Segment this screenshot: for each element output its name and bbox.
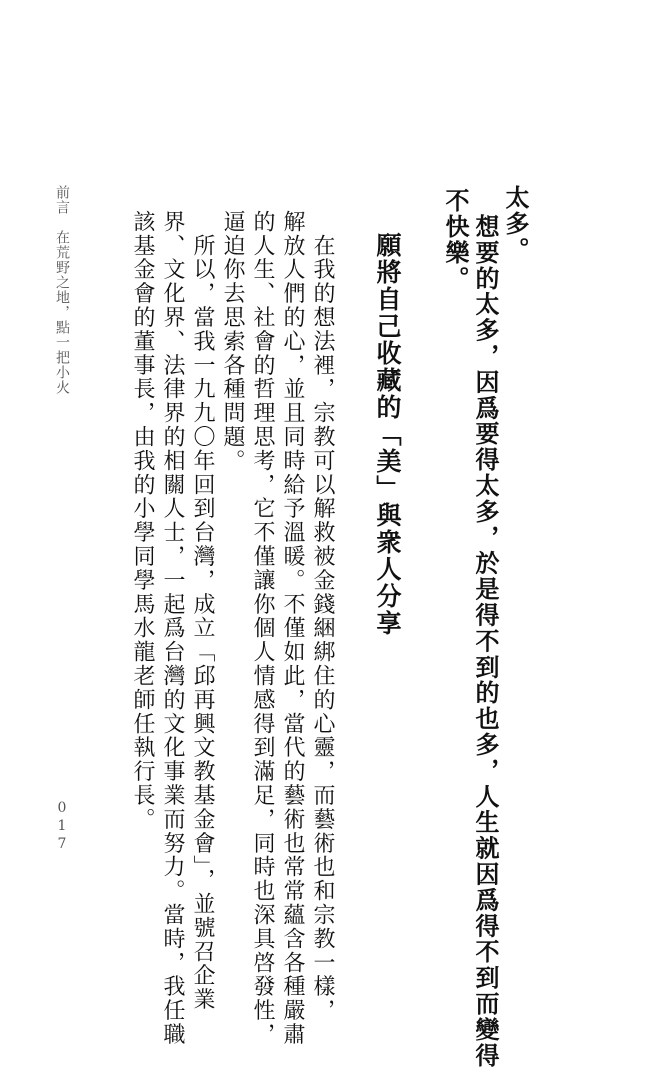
text-line-1: 太多。	[501, 185, 530, 263]
body-line-7: 該基金會的董事長，由我的小學同學馬水龍老師任執行長。	[130, 210, 155, 832]
body-line-2: 解放人們的心，並且同時給予溫暖。不僅如此，當代的藝術也常常蘊含各種嚴肅	[280, 210, 305, 1047]
running-head: 前言 在荒野之地，點一把小火	[54, 185, 70, 395]
body-line-3: 的人生、社會的哲理思考，它不僅讓你個人情感得到滿足，同時也深具啓發性，	[250, 210, 275, 1047]
body-line-6: 界、文化界、法律界的相關人士，一起爲台灣的文化事業而努力。當時，我任職	[160, 210, 185, 1047]
body-line-5: 所以，當我一九九〇年回到台灣，成立「邱再興文教基金會」，並號召企業	[190, 210, 215, 1012]
text-line-2: 想要的太多，因爲要得太多，於是得不到的也多，人生就因爲得不到而變得	[471, 188, 500, 1069]
body-line-4: 逼迫你去思索各種問題。	[220, 210, 245, 473]
body-line-1: 在我的想法裡，宗教可以解救被金錢綑綁住的心靈，而藝術也和宗教一樣，	[310, 210, 335, 1023]
text-line-3: 不快樂。	[441, 188, 470, 292]
section-heading: 願將自己收藏的「美」與衆人分享	[373, 232, 402, 637]
page-number: 017	[54, 800, 70, 854]
